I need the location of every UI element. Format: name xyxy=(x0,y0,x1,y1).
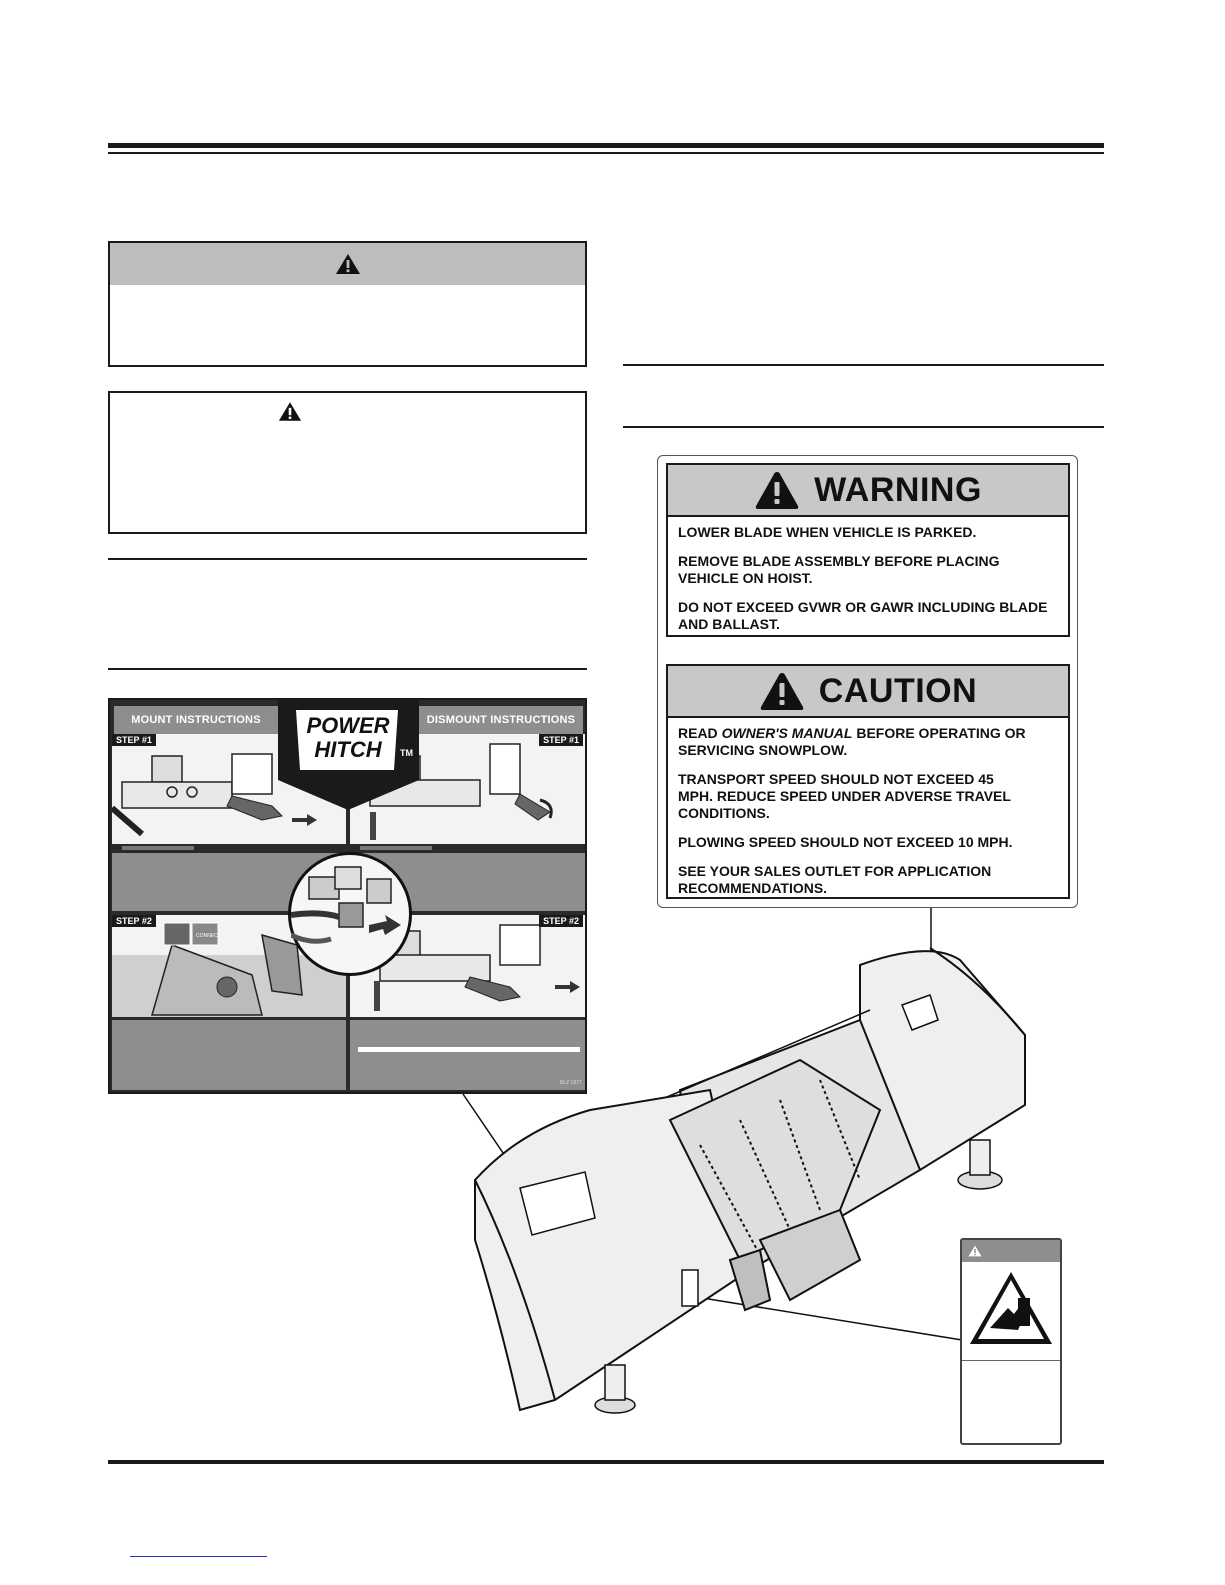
warning-triangle-icon xyxy=(759,671,805,711)
footer-link-underline[interactable] xyxy=(130,1556,267,1557)
logo-trademark: TM xyxy=(400,748,413,758)
warning-decal-body xyxy=(668,517,1068,641)
step-label-2-left: STEP #2 xyxy=(112,915,156,927)
warning-decal-header xyxy=(668,465,1068,517)
warning-triangle-icon xyxy=(968,1245,982,1257)
warning-decal-title: WARNING xyxy=(814,470,982,509)
hand-pinch-icon xyxy=(968,1268,1054,1348)
caution-line xyxy=(678,725,1048,759)
warning-line: REMOVE BLADE ASSEMBLY BEFORE PLACING VEHICLE ON HOIST. xyxy=(678,553,1000,586)
warning-triangle-icon xyxy=(754,470,800,510)
step-label-1-right: STEP #1 xyxy=(539,734,583,746)
logo-line2: HITCH xyxy=(314,737,382,762)
mount-instructions-tab: MOUNT INSTRUCTIONS xyxy=(114,706,278,734)
caution-line1-suffix: BEFORE OPERATING OR SERVICING SNOWPLOW. xyxy=(678,725,1026,758)
warning-line: DO NOT EXCEED GVWR OR GAWR INCLUDING BLADE AND BALLAST. xyxy=(678,599,1048,632)
pinch-point-divider xyxy=(962,1360,1060,1361)
warning-decal xyxy=(666,463,1070,637)
decal-part-number: BLZ 1877 xyxy=(560,1080,582,1086)
caution-line: SEE YOUR SALES OUTLET FOR APPLICATION RECOMMENDATIONS. xyxy=(678,863,992,896)
pinch-point-pictogram xyxy=(968,1268,1054,1348)
caution-line: TRANSPORT SPEED SHOULD NOT EXCEED 45 MPH. REDUCE SPEED UNDER ADVERSE TRAVEL CONDITIONS. xyxy=(678,771,1011,821)
pinch-point-decal xyxy=(960,1238,1062,1445)
step-label-1-left: STEP #1 xyxy=(112,734,156,746)
caution-decal-title: CAUTION xyxy=(818,671,978,710)
caution-decal xyxy=(666,664,1070,899)
dismount-instructions-tab: DISMOUNT INSTRUCTIONS xyxy=(419,706,583,734)
footer-rule xyxy=(108,1460,1104,1464)
logo-line1: POWER xyxy=(306,713,390,738)
caution-line1-prefix: READ xyxy=(678,725,722,741)
caution-decal-header xyxy=(668,666,1068,718)
connect-badge-text: CONNECT xyxy=(196,933,221,939)
caution-line: PLOWING SPEED SHOULD NOT EXCEED 10 MPH. xyxy=(678,834,1013,850)
warning-line: LOWER BLADE WHEN VEHICLE IS PARKED. xyxy=(678,524,977,540)
caution-decal-body xyxy=(668,718,1068,905)
caution-line1-emphasis: OWNER'S MANUAL xyxy=(721,725,853,741)
step-label-2-right: STEP #2 xyxy=(539,915,583,927)
pinch-point-header xyxy=(962,1240,1060,1262)
